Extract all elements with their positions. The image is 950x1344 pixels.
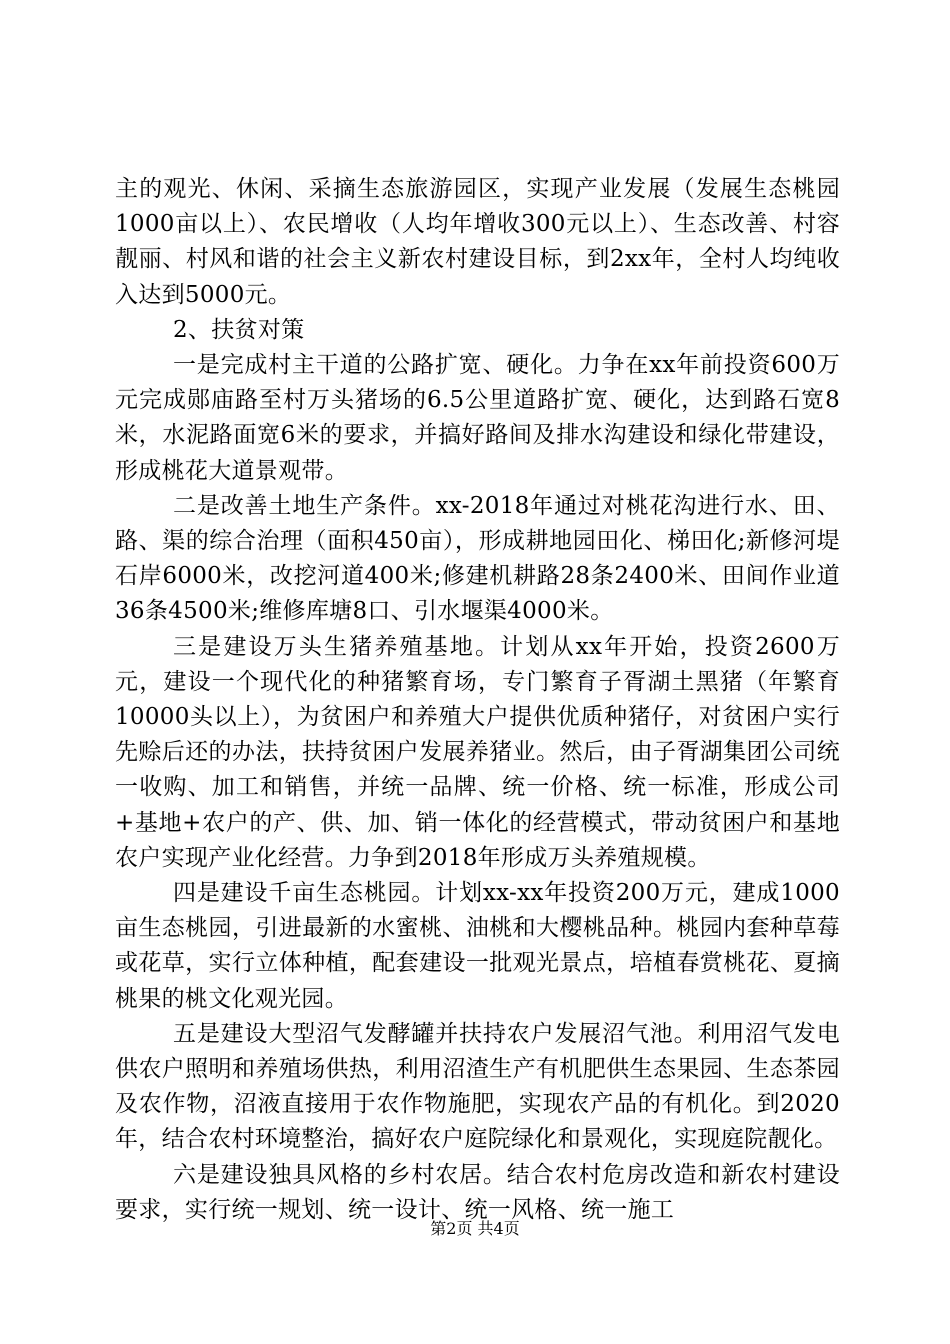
paragraph-land: 二是改善土地生产条件。xx-2018年通过对桃花沟进行水、田、路、渠的综合治理（面积450亩），形成耕地园田化、梯田化;新修河堤石岸6000米，改挖河道400米;修建机耕路28条2400米、田间作业道36条4500米;维修库塘8口、引水堰渠4000米。 — [115, 492, 840, 625]
page-number: 第2页 共4页 — [430, 1219, 520, 1238]
paragraph-pig-farm: 三是建设万头生猪养殖基地。计划从xx年开始，投资2600万元，建设一个现代化的种猪繁育场，专门繁育子胥湖土黑猪（年繁育10000头以上），为贫困户和养殖大户提供优质种猪仔，对贫困户实行先赊后还的办法，扶持贫困户发展养猪业。然后，由子胥湖集团公司统一收购、加工和销售，并统一品牌、统一价格、统一标准，形成公司+基地+农户的产、供、加、销一体化的经营模式，带动贫困户和基地农户实现产业化经营。力争到2018年形成万头养殖规模。 — [115, 633, 840, 871]
page-footer — [0, 1219, 950, 1239]
paragraph-peach-orchard: 四是建设千亩生态桃园。计划xx-xx年投资200万元，建成1000亩生态桃园，引进最新的水蜜桃、油桃和大樱桃品种。桃园内套种草莓或花草，实行立体种植，配套建设一批观光景点，培植春赏桃花、夏摘桃果的桃文化观光园。 — [115, 880, 840, 1012]
paragraph-continuation: 主的观光、休闲、采摘生态旅游园区，实现产业发展（发展生态桃园1000亩以上）、农民增收（人均年增收300元以上）、生态改善、村容靓丽、村风和谐的社会主义新农村建设目标，到2xx年，全村人均纯收入达到5000元。 — [115, 176, 840, 308]
document-body — [115, 172, 840, 1228]
paragraph-biogas: 五是建设大型沼气发酵罐并扶持农户发展沼气池。利用沼气发电供农户照明和养殖场供热，利用沼渣生产有机肥供生态果园、生态茶园及农作物，沼液直接用于农作物施肥，实现农产品的有机化。到2020年，结合农村环境整治，搞好农户庭院绿化和景观化，实现庭院靓化。 — [115, 1020, 840, 1153]
paragraph-housing: 六是建设独具风格的乡村农居。结合农村危房改造和新农村建设要求，实行统一规划、统一设计、统一风格、统一施工 — [115, 1161, 840, 1223]
paragraph-road: 一是完成村主干道的公路扩宽、硬化。力争在xx年前投资600万元完成郧庙路至村万头猪场的6.5公里道路扩宽、硬化，达到路石宽8米，水泥路面宽6米的要求，并搞好路间及排水沟建设和绿化带建设，形成桃花大道景观带。 — [115, 352, 840, 484]
section-heading: 2、扶贫对策 — [173, 316, 305, 343]
